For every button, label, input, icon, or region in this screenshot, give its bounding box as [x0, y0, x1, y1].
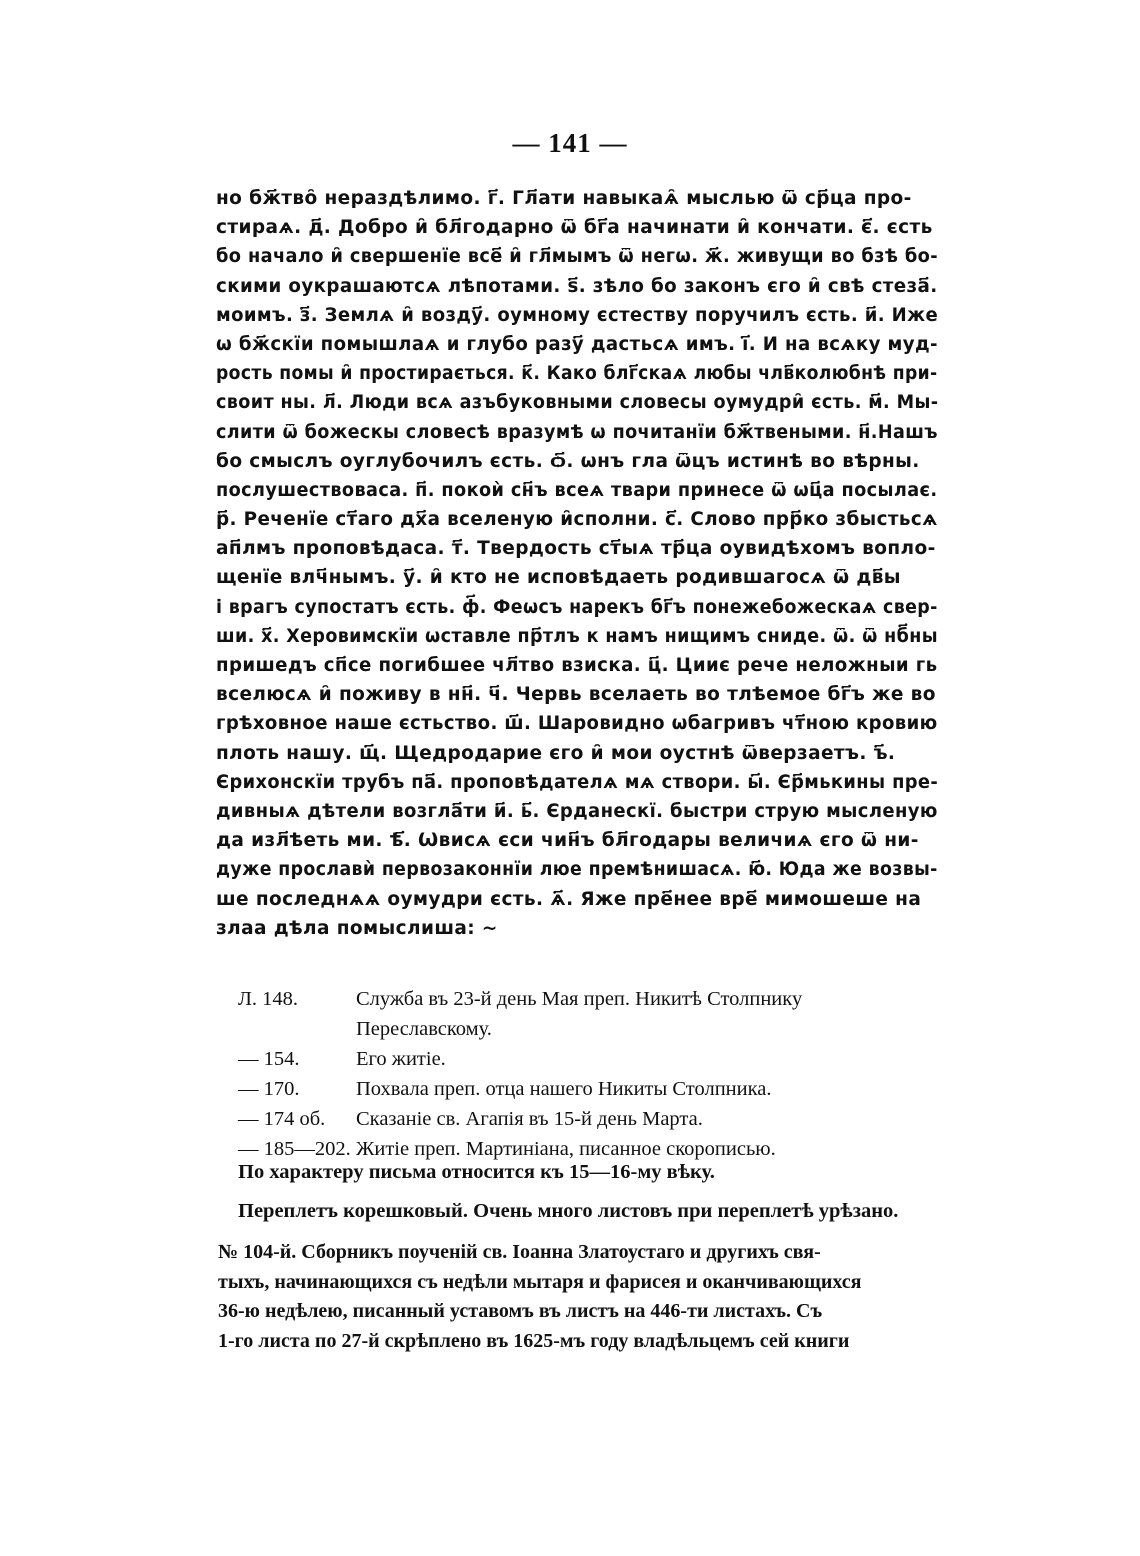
entry-line: тыхъ, начинающихся съ недѣли мытаря и фарисея и оканчивающихся — [218, 1270, 862, 1293]
folio-reference: — 174 об. — [238, 1108, 326, 1130]
slavonic-line: пришедъ сп҃се погибшее чл҃тво взиска. ц҃. Цииє рече неложныи гь — [216, 655, 938, 676]
slavonic-line: бо смыслъ оуглубочилъ єсть. ѻ҃. ѡнъ гла ѿцъ истинѣ во вѣрны. — [216, 450, 920, 472]
slavonic-line: рость помы и̑ простирається. к҃. Како блг҃скаѧ любы члв҃колюбнѣ при- — [216, 363, 938, 385]
folio-description: Служба въ 23-й день Мая преп. Никитѣ Столпнику Переславскому. — [356, 988, 803, 1040]
slavonic-line: слити ѿ божескы словесѣ вразумѣ ѡ почитанїи бж҃твеными. н҃.Нашъ — [216, 421, 938, 443]
slavonic-line: злаа дѣла помыслиша: ~ — [216, 917, 498, 939]
slavonic-line: да изл҃ѣеть ми. ѣ҃. Ѡвисѧ єси чин҃ъ бл҃годары величиѧ єго ѿ ни- — [216, 830, 919, 852]
slavonic-line: Єрихонскїи трубъ па҃. проповѣдателѧ мѧ створи. ы҃. Єр҃мькины пре- — [216, 771, 939, 793]
binding-note: Переплетъ корешковый. Очень много листовъ при переплетѣ урѣзано. — [238, 1200, 899, 1222]
slavonic-line: р҃. Реченїе ст҃аго дх҃а вселеную и̑сполни. с҃. Слово прр҃ко збыстьсѧ — [216, 509, 938, 531]
slavonic-line: грѣховное наше єстьство. ш҃. Шаровидно ѡбагривъ чт҃ною кровию — [216, 713, 938, 735]
folio-description: Сказаніе св. Агапія въ 15-й день Марта. — [356, 1108, 703, 1130]
manuscript-entry-104 — [218, 1238, 938, 1356]
folio-description: Его житіе. — [356, 1048, 446, 1070]
slavonic-line: вселюсѧ и̑ поживу в нн҃. ч҃. Червь вселаеть во тлѣемое бг҃ъ же во — [216, 684, 936, 706]
slavonic-line: своит ны. л҃. Люди всѧ азъбуковными словесы оумудри̑ єсть. м҃. Мы- — [216, 392, 939, 414]
index-row — [238, 984, 938, 1044]
page-number: — 141 — — [512, 128, 628, 158]
church-slavonic-text-block — [216, 184, 938, 943]
entry-line: 1-го листа по 27-й скрѣплено въ 1625-мъ году владѣльцемъ сей книги — [218, 1329, 850, 1352]
slavonic-line: ши. х҃. Херовимскїи ѡставле пр҃тлъ к намъ нищимъ сниде. ѿ. ѿ нб҃ны — [216, 625, 938, 647]
index-row — [238, 1104, 938, 1134]
slavonic-line: плоть нашу. щ҃. Щедродарие єго и̑ мои оустнѣ ѿверзаетъ. ъ҃. — [216, 742, 896, 764]
folio-description: Житіе преп. Мартиніана, писанное скорописью. — [356, 1138, 776, 1160]
entry-line: 36-ю недѣлею, писанный уставомъ въ листъ на 446-ти листахъ. Съ — [218, 1300, 823, 1322]
slavonic-line: моимъ. з҃. Землѧ и̑ возду҃. оумному єстеству поручилъ єсть. и҃. Иже — [216, 304, 939, 326]
slavonic-line: ше последнѧѧ оумудри єсть. ѧ҃. Яже пре҃нее вре҃ мимошеше на — [216, 888, 922, 910]
slavonic-line: дуже прославѝ первозаконнїи люе премѣнишасѧ. ю҃. Юда же возвы- — [216, 859, 938, 881]
slavonic-line: скими оукрашаютсѧ лѣпотами. ѕ҃. зѣло бо законъ єго и̑ свѣ стеза҃. — [216, 275, 938, 297]
slavonic-line: і врагъ супостатъ єсть. ф҃. Феѡсъ нарекъ бг҃ъ понежебожескаѧ свер- — [216, 596, 938, 618]
index-row — [238, 1074, 938, 1104]
dating-note: По характеру письма относится къ 15—16-му вѣку. — [238, 1161, 715, 1183]
folio-reference: Л. 148. — [238, 988, 299, 1010]
index-row — [238, 1134, 938, 1164]
folio-index-list — [238, 984, 938, 1164]
slavonic-line: но бж҃тво̑ нераздѣлимо. г҃. Гл҃ати навыкаѧ̑ мыслью ѿ ср҃ца про- — [216, 188, 912, 209]
slavonic-line: ап҃лмъ проповѣдаса. т҃. Твердость ст҃ыѧ тр҃ца оувидѣхомъ вопло- — [216, 538, 936, 560]
folio-description: Похвала преп. отца нашего Никиты Столпника. — [356, 1078, 772, 1100]
slavonic-line: бо начало и̑ свершенїе все҃ и̑ гл҃мымъ ѿ негѡ. ж҃. живущи во бзѣ бо- — [216, 246, 939, 268]
slavonic-line: послушествоваса. п҃. покоѝ сн҃ъ всеѧ твари принесе ѿ ѡц҃а посылає. — [216, 479, 938, 501]
entry-line: № 104-й. Сборникъ поученій св. Іоанна Златоустаго и другихъ свя- — [218, 1241, 821, 1263]
slavonic-line: щенїе влч҃нымъ. у҃. и̑ кто не исповѣдаеть родившагосѧ ѿ дв҃ы — [216, 567, 901, 589]
folio-reference: — 154. — [238, 1048, 300, 1070]
slavonic-line: стираѧ. д҃. Добро и̑ бл҃годарно ѿ бг҃а начинати и̑ кончати. є҃. єсть — [216, 217, 933, 239]
slavonic-line: дивныѧ дѣтели возгла҃ти и҃. ь҃. Єрданескї. быстри струю мысленую — [216, 800, 938, 822]
folio-reference: — 170. — [238, 1078, 300, 1100]
folio-reference: — 185—202. — [238, 1138, 351, 1160]
slavonic-line: ѡ бж҃скїи помышлаѧ и глубо разу҃ дастьсѧ имъ. і҃. И на всѧку муд- — [216, 333, 938, 355]
index-row — [238, 1044, 938, 1074]
